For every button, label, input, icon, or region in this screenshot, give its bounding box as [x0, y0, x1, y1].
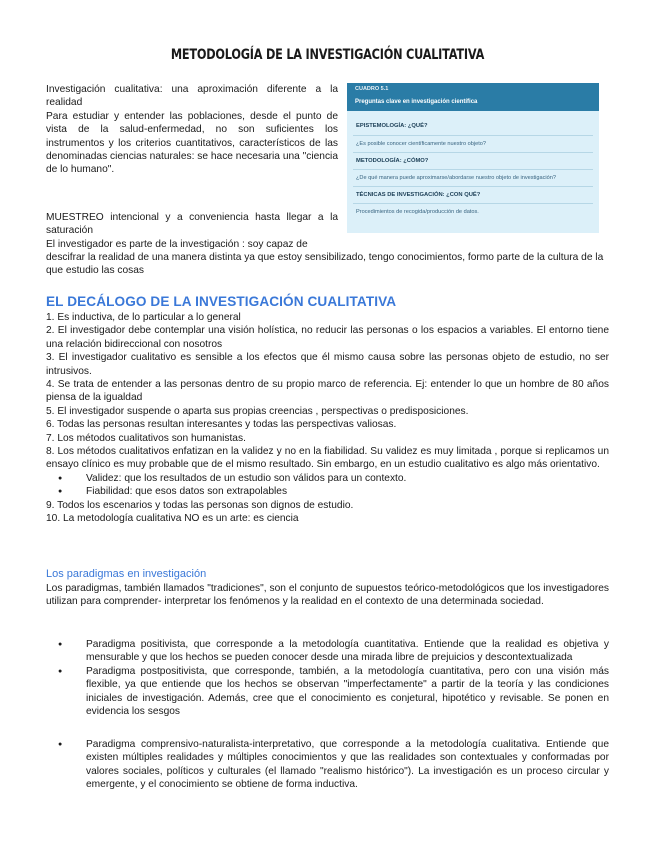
investigador-line: El investigador es parte de la investigación : soy capaz de — [46, 238, 308, 250]
decalogo-item: 7. Los métodos cualitativos son humanistas. — [46, 432, 246, 444]
inset-figure-cuadro — [347, 83, 599, 233]
figure-row-title: METODOLOGÍA: ¿CÓMO? — [356, 158, 429, 164]
figure-row-question: Procedimientos de recogida/producción de datos. — [356, 209, 479, 215]
paradigmas-bullets — [46, 638, 609, 718]
list-item: ● Paradigma postpositivista, que corresponde, también, a la metodología cuantitativa, pero con una visión más flexible, ya que entiende que los hechos se observan "imperfectamente" a partir de la teoría y las condiciones iniciales de investigación. Además, cree que el conocimiento es conjetural, hipotético y revisable. Se ponen en evidencia los sesgos — [46, 665, 609, 719]
intro-line: Investigación cualitativa: una aproximación diferente a la realidad — [46, 84, 338, 109]
decalogo-item: 1. Es inductiva, de lo particular a lo general — [46, 312, 241, 323]
decalogo-item: 2. El investigador debe contemplar una visión holística, no reducir las personas o los espacios a variables. El entorno tiene una relación bidireccional con nosotros — [46, 325, 609, 350]
paradigmas-intro — [46, 582, 609, 609]
paradigmas-list — [46, 638, 609, 718]
paradigmas-heading: Los paradigmas en investigación — [46, 568, 207, 580]
figure-label: CUADRO 5.1 — [355, 86, 389, 92]
decalogo-item: 10. La metodología cualitativa NO es un arte: es ciencia — [46, 513, 299, 525]
figure-divider — [353, 169, 593, 170]
decalogo-item: 4. Se trata de entender a las personas dentro de su propio marco de referencia. Ej: entender lo que un hombre de 80 años piensa de la igualdad — [46, 379, 609, 404]
decalogo-sublist — [46, 472, 609, 499]
page-title: METODOLOGÍA DE LA INVESTIGACIÓN CUALITATIVA — [170, 47, 485, 63]
muestreo-line: MUESTREO intencional y a conveniencia hasta llegar a la saturación — [46, 212, 338, 237]
investigador-continued-text: descifrar la realidad de una manera distinta ya que estoy sensibilizado, tengo conocimientos, formo parte de la cultura de la que estudio las cosas — [46, 252, 604, 277]
figure-divider — [353, 186, 593, 187]
paradigmas-list-last — [46, 738, 609, 792]
figure-caption: Preguntas clave en investigación científica — [355, 99, 478, 105]
paradigmas-intro-text: Los paradigmas, también llamados "tradiciones", son el conjunto de supuestos teórico-metodológicos que los investigadores utilizan para comprender- interpretar los fenómenos y la realidad en el contexto de una determinada sociedad. — [46, 583, 609, 608]
figure-row-question: ¿De qué manera puede aproximarse/abordarse nuestro objeto de investigación? — [356, 175, 556, 181]
figure-row-question: ¿Es posible conocer científicamente nuestro objeto? — [356, 141, 486, 147]
figure-divider — [353, 152, 593, 153]
decalogo-item: 9. Todos los escenarios y todas las personas son dignos de estudio. — [46, 499, 354, 511]
figure-row-title: EPISTEMOLOGÍA: ¿QUÉ? — [356, 123, 428, 129]
decalogo-item: 8. Los métodos cualitativos enfatizan en la validez y no en la fiabilidad. Su validez es muy limitada , porque si replicamos un ensayo clínico es muy probable que de el mismo resultado. Sin embargo, en un estudio cualitativo es algo más orientativo. — [46, 446, 609, 471]
list-item: ● Paradigma comprensivo-naturalista-interpretativo, que corresponde a la metodología cualitativa. Entiende que existen múltiples realidades y múltiples conocimientos y que las realidades son contextuales y conformadas por valores sociales, políticos y culturales (el llamado "realismo histórico"). La investigación es un proceso circular y emergente, y el conocimiento se obtiene de forma inductiva. — [46, 738, 609, 792]
figure-divider — [353, 203, 593, 204]
decalogo-list — [46, 311, 609, 526]
list-item: ● Paradigma positivista, que corresponde a la metodología cuantitativa. Entiende que la realidad es objetiva y mensurable y que los hechos se pueden conocer desde una mirada libre de prejuicios y descontextualizada — [46, 638, 609, 665]
intro-paragraph: Para estudiar y entender las poblaciones, desde el punto de vista de la salud-enfermedad, no son suficientes los instrumentos y los criterios cuantitativos, característicos de las denominadas ciencias naturales: se hace necesaria una "ciencia de lo humano". — [46, 110, 338, 176]
investigador-continued — [46, 251, 612, 278]
decalogo-item: 6. Todas las personas resultan interesantes y todas las perspectivas valiosas. — [46, 419, 397, 431]
decalogo-item: 3. El investigador cualitativo es sensible a los efectos que él mismo causa sobre las personas objeto de estudio, no ser intrusivos. — [46, 352, 609, 377]
paradigmas-bullets — [46, 738, 609, 792]
list-item: ● Fiabilidad: que esos datos son extrapolables — [46, 485, 609, 498]
figure-divider — [353, 135, 593, 136]
list-item: ● Validez: que los resultados de un estudio son válidos para un contexto. — [46, 472, 609, 485]
decalogo-item: 5. El investigador suspende o aparta sus propias creencias , perspectivas o predisposiciones. — [46, 405, 469, 417]
figure-row-title: TÉCNICAS DE INVESTIGACIÓN: ¿CON QUÉ? — [356, 192, 481, 198]
intro-block — [46, 83, 338, 177]
decalogo-heading: EL DECÁLOGO DE LA INVESTIGACIÓN CUALITATIVA — [46, 294, 397, 309]
muestreo-text — [46, 211, 338, 251]
figure-header — [347, 83, 599, 111]
